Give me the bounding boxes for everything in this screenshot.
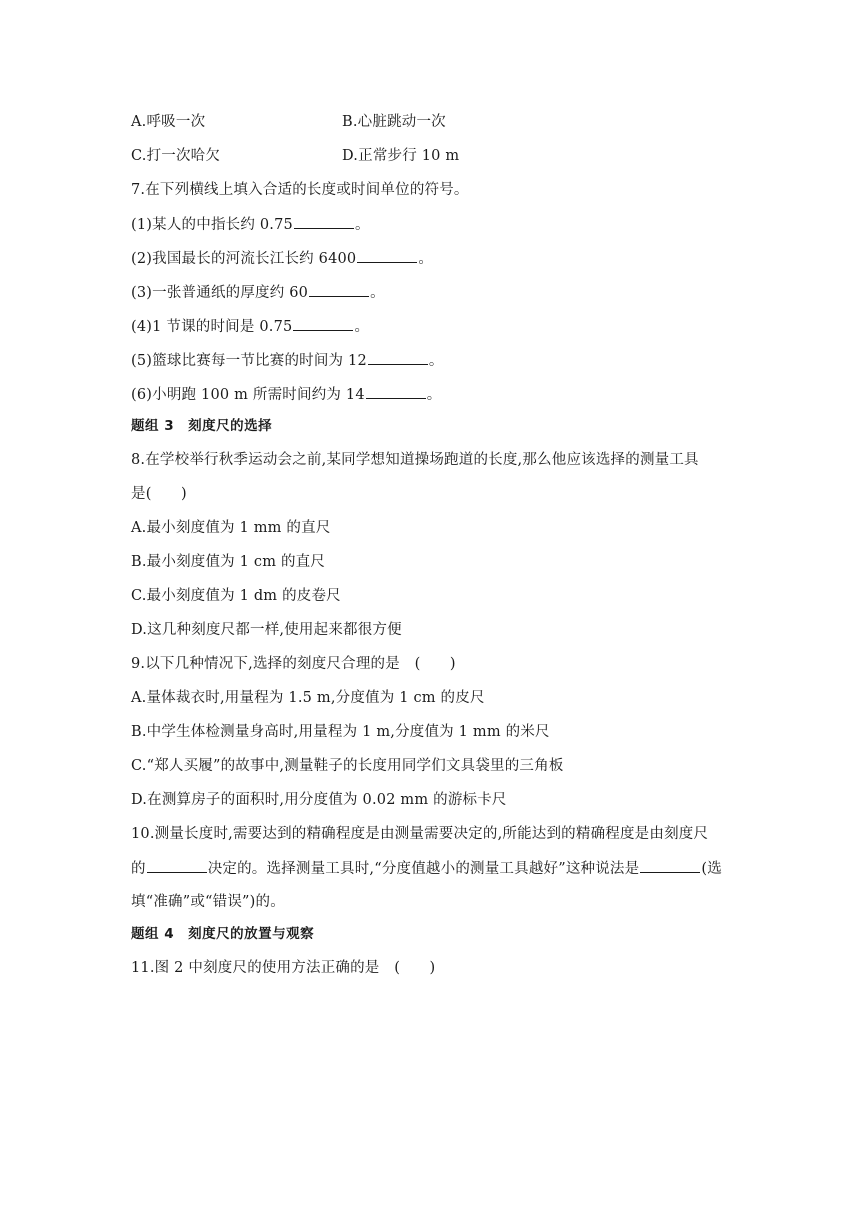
q9-stem: 9.以下几种情况下,选择的刻度尺合理的是 ( )	[131, 656, 456, 672]
q9-option-c: C.“郑人买履”的故事中,测量鞋子的长度用同学们文具袋里的三角板	[131, 758, 564, 774]
q10-blank-2[interactable]	[640, 858, 700, 873]
q7-item-4	[131, 316, 369, 337]
q8-stem-line-2: 是( )	[131, 486, 187, 502]
q10-blank-1[interactable]	[147, 858, 207, 873]
q7-item-1-end: 。	[354, 217, 370, 233]
q10-line-2	[131, 858, 722, 879]
q6-option-c: C.打一次哈欠	[131, 148, 221, 164]
q7-item-1	[131, 214, 370, 235]
q7-item-6-blank[interactable]	[366, 384, 426, 399]
q10-line-1: 10.测量长度时,需要达到的精确程度是由测量需要决定的,所能达到的精确程度是由刻度尺	[131, 826, 709, 842]
q7-item-4-end: 。	[354, 319, 370, 335]
q7-item-5-end: 。	[428, 353, 444, 369]
q7-item-4-blank[interactable]	[293, 316, 353, 331]
q7-item-1-blank[interactable]	[294, 214, 354, 229]
group4-heading: 题组 4 刻度尺的放置与观察	[131, 926, 315, 942]
q8-option-a: A.最小刻度值为 1 mm 的直尺	[131, 520, 331, 536]
q9-option-a: A.量体裁衣时,用量程为 1.5 m,分度值为 1 cm 的皮尺	[131, 690, 485, 706]
q8-option-b: B.最小刻度值为 1 cm 的直尺	[131, 554, 326, 570]
q10-line-2-end: (选	[701, 861, 722, 877]
q6-options-row-2	[131, 146, 460, 166]
q7-item-2-blank[interactable]	[357, 248, 417, 263]
q6-option-a: A.呼吸一次	[131, 114, 206, 130]
q7-item-2	[131, 248, 433, 269]
q7-item-3-blank[interactable]	[309, 282, 369, 297]
q7-item-1-text: (1)某人的中指长约 0.75	[131, 217, 293, 233]
q10-line-2-start: 的	[131, 861, 146, 877]
q6-option-d: D.正常步行 10 m	[342, 148, 460, 164]
q10-line-2-middle: 决定的。选择测量工具时,“分度值越小的测量工具越好”这种说法是	[207, 861, 640, 877]
q7-item-6	[131, 384, 441, 405]
q7-item-6-end: 。	[426, 387, 442, 403]
q8-option-d: D.这几种刻度尺都一样,使用起来都很方便	[131, 622, 402, 638]
q7-item-5-blank[interactable]	[368, 350, 428, 365]
q7-item-6-text: (6)小明跑 100 m 所需时间约为 14	[131, 387, 365, 403]
q7-item-2-end: 。	[418, 251, 434, 267]
q8-option-c: C.最小刻度值为 1 dm 的皮卷尺	[131, 588, 341, 604]
q11-stem: 11.图 2 中刻度尺的使用方法正确的是 ( )	[131, 960, 436, 976]
q8-stem-line-1: 8.在学校举行秋季运动会之前,某同学想知道操场跑道的长度,那么他应该选择的测量工具	[131, 452, 699, 468]
q6-options-row-1	[131, 112, 446, 132]
q7-item-5	[131, 350, 444, 371]
q7-item-3	[131, 282, 385, 303]
q10-line-3: 填“准确”或“错误”)的。	[131, 894, 285, 910]
q6-option-b: B.心脏跳动一次	[342, 114, 446, 130]
q7-item-3-end: 。	[370, 285, 385, 301]
q9-option-d: D.在测算房子的面积时,用分度值为 0.02 mm 的游标卡尺	[131, 792, 507, 808]
group3-heading: 题组 3 刻度尺的选择	[131, 418, 273, 434]
q7-item-4-text: (4)1 节课的时间是 0.75	[131, 319, 293, 335]
q7-item-5-text: (5)篮球比赛每一节比赛的时间为 12	[131, 353, 367, 369]
q7-item-3-text: (3)一张普通纸的厚度约 60	[131, 285, 309, 301]
q7-stem: 7.在下列横线上填入合适的长度或时间单位的符号。	[131, 182, 469, 198]
q9-option-b: B.中学生体检测量身高时,用量程为 1 m,分度值为 1 mm 的米尺	[131, 724, 550, 740]
q7-item-2-text: (2)我国最长的河流长江长约 6400	[131, 251, 357, 267]
